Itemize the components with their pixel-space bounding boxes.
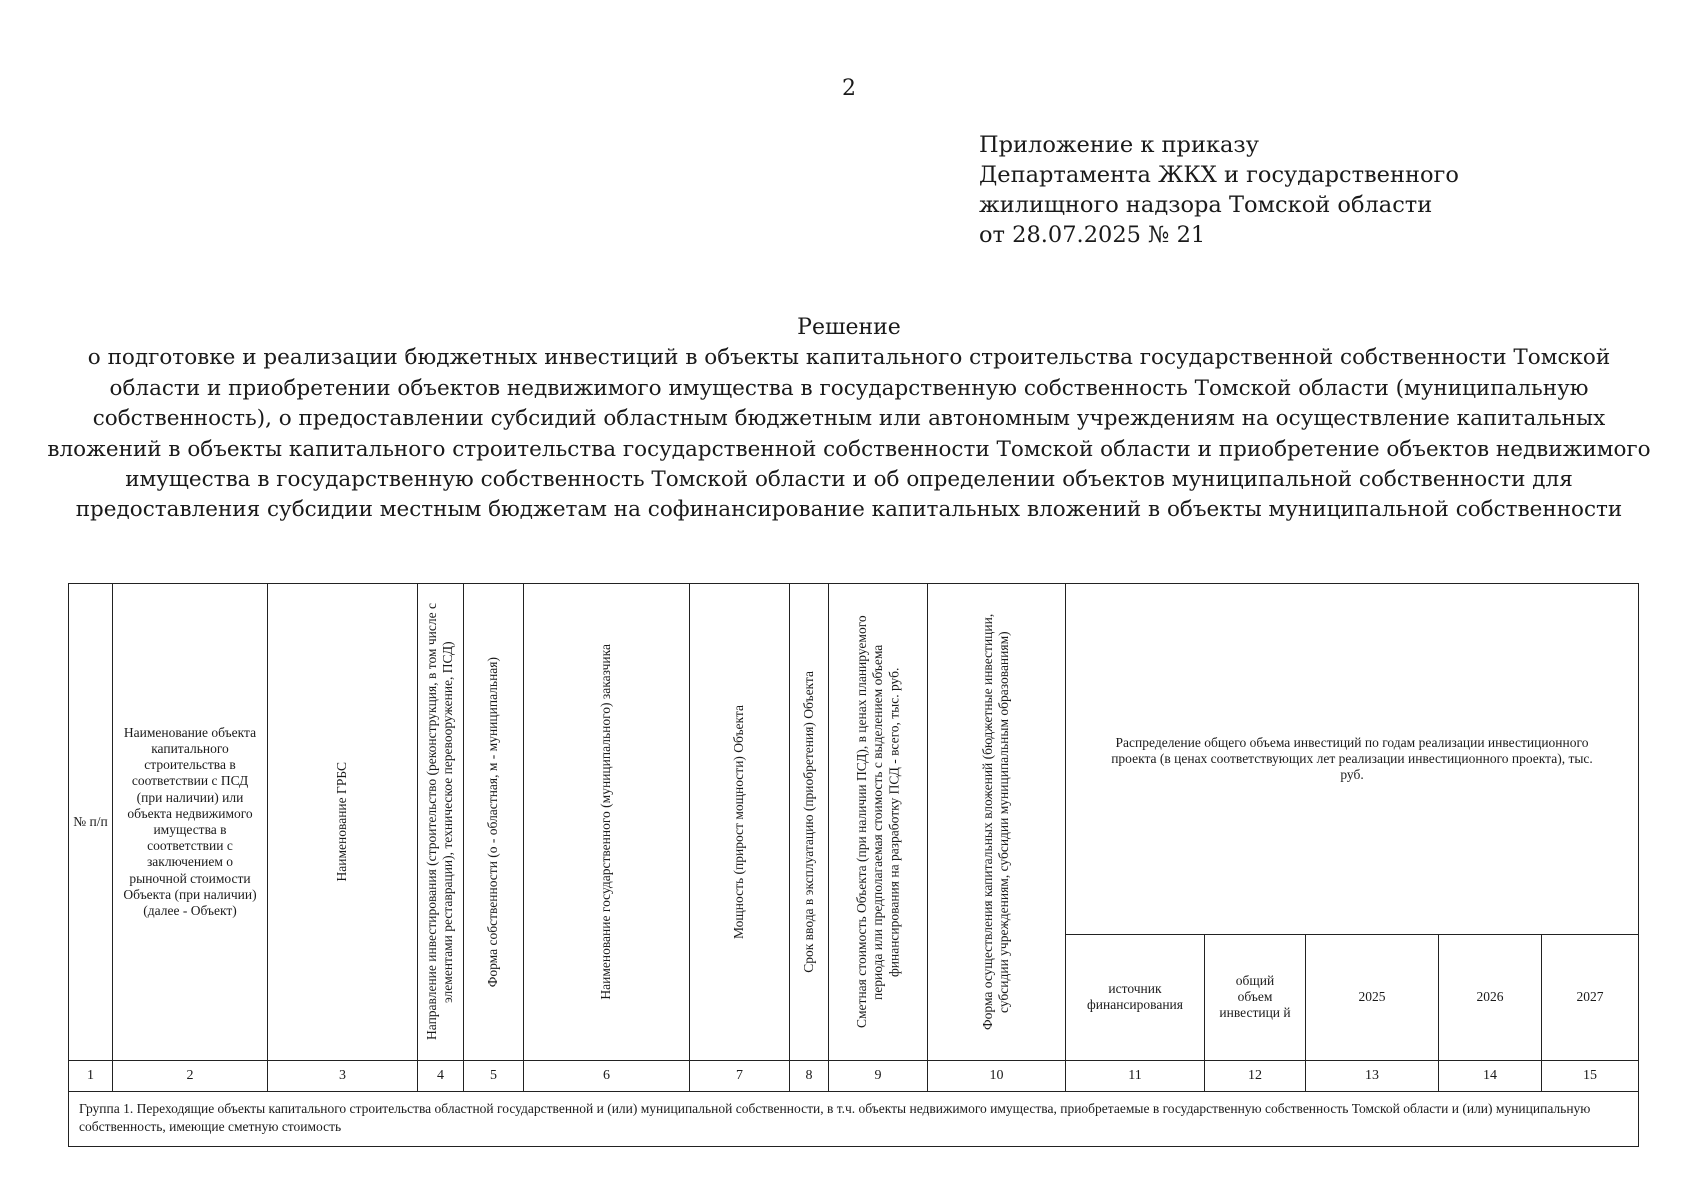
page-number: 2 <box>842 76 856 101</box>
header-cell <box>464 584 524 1061</box>
column-number: 11 <box>1066 1061 1205 1092</box>
header-object-name: Наименование объекта капитального строительства в соответствии с ПСД (при наличии) или объекта недвижимого имущества в соответствии с заключением о рыночной стоимости Объекта (при наличии) (далее - Объект) <box>123 724 257 918</box>
header-year-2026: 2026 <box>1476 989 1504 1005</box>
header-direction: Направление инвестирования (строительство (реконструкция, в том числе с элементами реставрации), техническое перевооружение, ПСД) <box>424 603 456 1041</box>
column-number: 5 <box>464 1061 524 1092</box>
header-cell <box>928 584 1066 1061</box>
document-title: Решение <box>797 315 901 340</box>
column-number-row <box>69 1061 1639 1092</box>
column-number: 14 <box>1439 1061 1542 1092</box>
group-1-label: Группа 1. Переходящие объекты капитального строительства областной государственной и (или) муниципальной собственности, в т.ч. объекты недвижимого имущества, приобретаемые в государственную собственность Томской области и (или) муниципальную собственность, имеющие сметную стоимость <box>69 1092 1639 1147</box>
table-row <box>69 1092 1639 1147</box>
header-cell <box>790 584 829 1061</box>
header-commissioning: Срок ввода в эксплуатацию (приобретения) Объекта <box>800 671 816 973</box>
header-cell <box>524 584 690 1061</box>
header-cell <box>1306 934 1439 1060</box>
column-number: 9 <box>829 1061 928 1092</box>
header-estimate: Сметная стоимость Объекта (при наличии ПСД), в ценах планируемого периода или предполагаемая стоимость с выделением объема финансирования на разработку ПСД - всего, тыс. руб. <box>853 615 902 1029</box>
header-grbs: Наименование ГРБС <box>334 762 350 882</box>
appendix-block <box>979 130 1459 250</box>
header-cell <box>1066 584 1639 935</box>
appendix-line: Департамента ЖКХ и государственного <box>979 162 1459 188</box>
appendix-line: от 28.07.2025 № 21 <box>979 222 1206 248</box>
header-cell <box>69 584 113 1061</box>
header-year-2027: 2027 <box>1576 989 1604 1005</box>
investment-table <box>68 583 1639 1147</box>
header-source: источник финансирования <box>1087 981 1183 1013</box>
column-number: 12 <box>1205 1061 1306 1092</box>
header-customer: Наименование государственного (муниципального) заказчика <box>598 644 614 1000</box>
column-number: 15 <box>1542 1061 1639 1092</box>
column-number: 1 <box>69 1061 113 1092</box>
column-number: 13 <box>1306 1061 1439 1092</box>
document-heading <box>40 313 1658 526</box>
header-cell <box>829 584 928 1061</box>
column-number: 6 <box>524 1061 690 1092</box>
header-cell <box>1439 934 1542 1060</box>
header-investment-form: Форма осуществления капитальных вложений (бюджетные инвестиции, субсидии учреждениям, субсидии муниципальным образованиям) <box>980 613 1012 1031</box>
header-cell <box>418 584 464 1061</box>
column-number: 2 <box>113 1061 268 1092</box>
header-cell <box>113 584 268 1061</box>
header-cell <box>1066 934 1205 1060</box>
appendix-line: жилищного надзора Томской области <box>979 192 1433 218</box>
header-cell <box>690 584 790 1061</box>
column-number: 8 <box>790 1061 829 1092</box>
header-ownership: Форма собственности (о - областная, м - муниципальная) <box>485 656 501 988</box>
header-year-2025: 2025 <box>1358 989 1386 1005</box>
document-subtitle: о подготовке и реализации бюджетных инвестиций в объекты капитального строительства государственной собственности Томской области и приобретении объектов недвижимого имущества в государственную собственность Томской области (муниципальную собственность), о предоставлении субсидий областным бюджетным или автономным учреждениям на осуществление капитальных вложений в объекты капитального строительства государственной собственности Томской области и приобретение объектов недвижимого имущества в государственную собственность Томской области и об определении объектов муниципальной собственности для предоставления субсидии местным бюджетам на софинансирование капитальных вложений в объекты муниципальной собственности <box>47 345 1651 523</box>
column-number: 3 <box>268 1061 418 1092</box>
header-total: общий объем инвестици й <box>1219 973 1291 1021</box>
column-number: 7 <box>690 1061 790 1092</box>
appendix-line: Приложение к приказу <box>979 132 1259 158</box>
column-number: 4 <box>418 1061 464 1092</box>
header-cell <box>1542 934 1639 1060</box>
column-number: 10 <box>928 1061 1066 1092</box>
header-number: № п/п <box>73 813 108 829</box>
header-cell <box>268 584 418 1061</box>
header-cell <box>1205 934 1306 1060</box>
header-distribution: Распределение общего объема инвестиций по годам реализации инвестиционного проекта (в ценах соответствующих лет реализации инвестиционного проекта), тыс. руб. <box>1111 734 1593 782</box>
header-capacity: Мощность (прирост мощности) Объекта <box>731 704 747 940</box>
